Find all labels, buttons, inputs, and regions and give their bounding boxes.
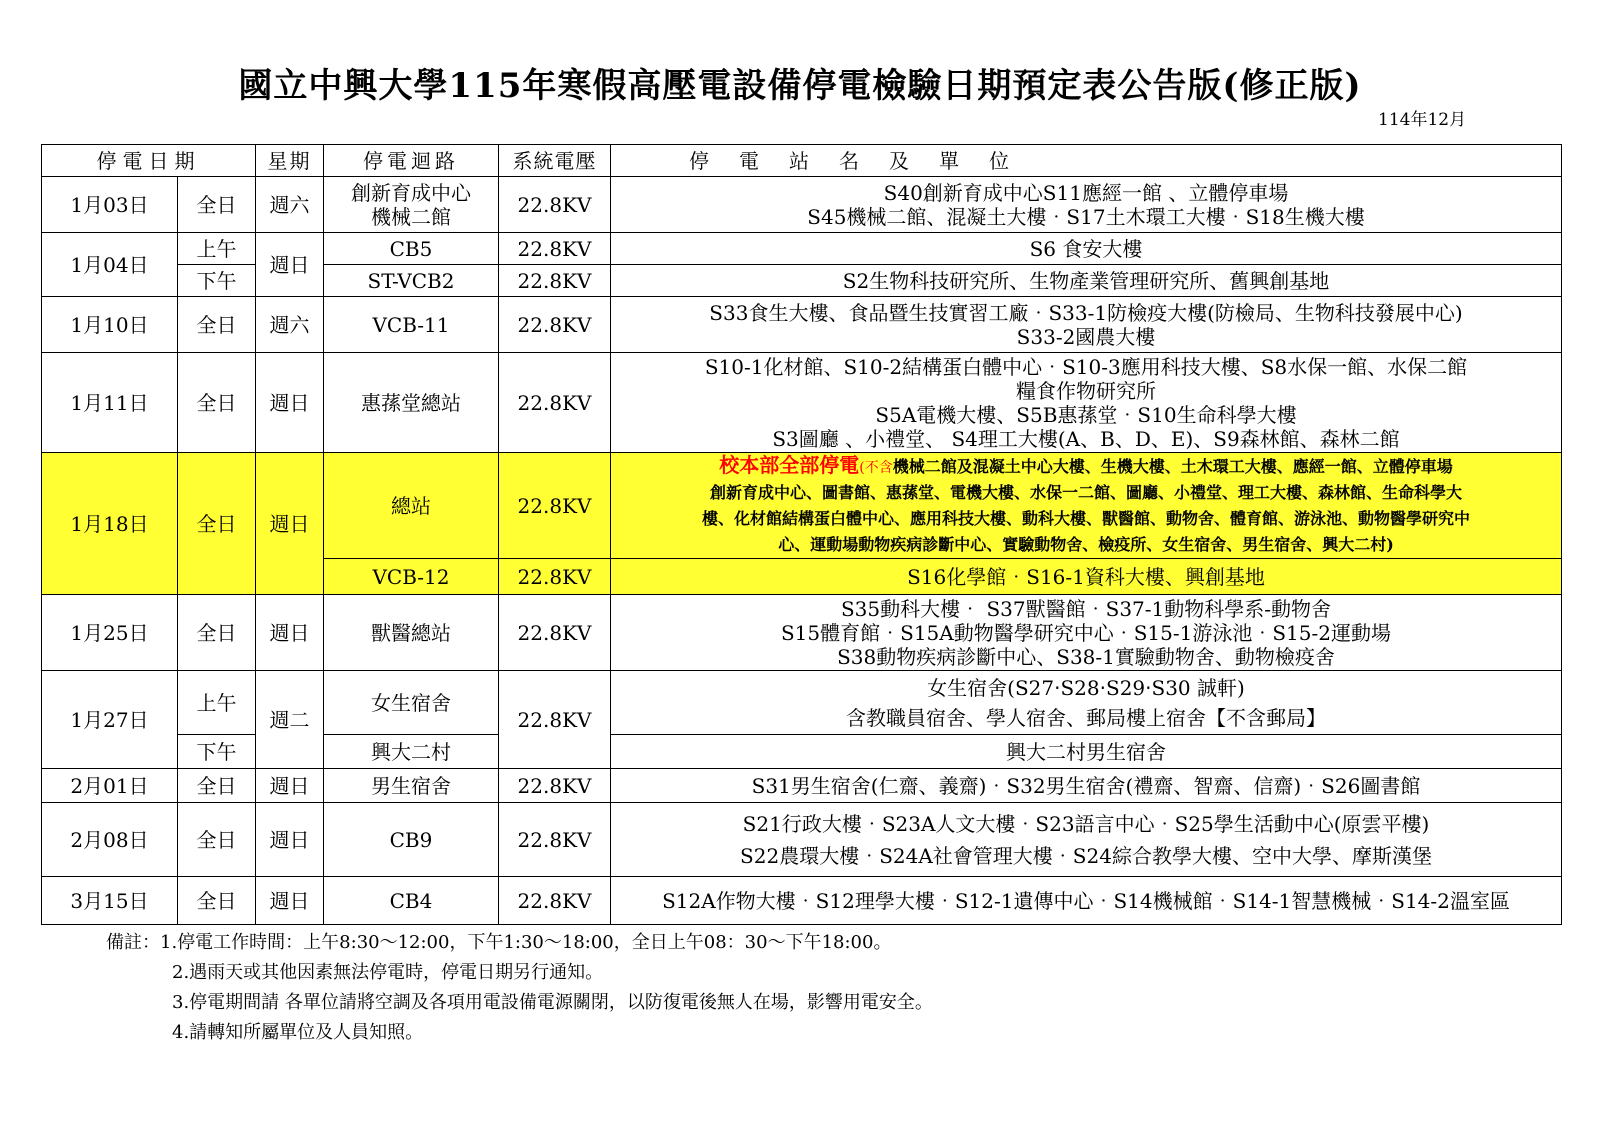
page-title: 國立中興大學115年寒假高壓電設備停電檢驗日期預定表公告版(修正版) bbox=[238, 66, 1362, 106]
weekday-cell: 週日 bbox=[256, 353, 324, 453]
exclusion-prefix: (不含 bbox=[859, 460, 893, 476]
period-cell: 全日 bbox=[178, 177, 256, 233]
circuit-cell: VCB-11 bbox=[324, 297, 499, 353]
station-line: S33食生大樓、食品暨生技實習工廠‧S33-1防檢疫大樓(防檢局、生物科技發展中心) bbox=[709, 300, 1463, 325]
circuit-cell bbox=[324, 177, 499, 233]
weekday-cell: 週六 bbox=[256, 297, 324, 353]
station-line: 女生宿舍(S27‧S28‧S29‧S30 誠軒) bbox=[927, 675, 1245, 700]
weekday-cell: 週六 bbox=[256, 177, 324, 233]
voltage-cell: 22.8KV bbox=[499, 297, 611, 353]
station-line: S33-2國農大樓 bbox=[1016, 324, 1156, 349]
period-cell: 全日 bbox=[178, 769, 256, 803]
stations-cell: S6 食安大樓 bbox=[611, 233, 1562, 265]
station-line: 糧食作物研究所 bbox=[1016, 378, 1156, 403]
period-cell: 全日 bbox=[178, 297, 256, 353]
period-cell: 全日 bbox=[178, 353, 256, 453]
stations-cell bbox=[611, 177, 1562, 233]
voltage-cell: 22.8KV bbox=[499, 671, 611, 769]
station-line: 心、運動場動物疾病診斷中心、實驗動物舍、檢疫所、女生宿舍、男生宿舍、興大二村) bbox=[778, 535, 1394, 554]
stations-cell bbox=[611, 353, 1562, 453]
station-line: S5A電機大樓、S5B惠蓀堂‧S10生命科學大樓 bbox=[875, 402, 1297, 427]
period-cell: 下午 bbox=[178, 265, 256, 297]
weekday-cell: 週日 bbox=[256, 595, 324, 671]
weekday-cell: 週日 bbox=[256, 877, 324, 925]
station-line: S3圖廳 、小禮堂、 S4理工大樓(A、B、D、E)、S9森林館、森林二館 bbox=[772, 426, 1400, 451]
header-weekday: 星期 bbox=[256, 145, 324, 177]
circuit-line: 機械二館 bbox=[371, 204, 451, 229]
table-row-highlight bbox=[42, 453, 1562, 559]
note-item: 備註：1.停電工作時間：上午8:30～12:00，下午1:30～18:00，全日上午08：30～下午18:00。 bbox=[106, 932, 892, 953]
note-item: 3.停電期間請 各單位請將空調及各項用電設備電源關閉，以防復電後無人在場，影響用電安全。 bbox=[172, 992, 933, 1013]
table-row bbox=[42, 877, 1562, 925]
date-cell: 2月08日 bbox=[42, 803, 178, 877]
station-text: 機械二館及混凝土中心大樓、生機大樓、土木環工大樓、應經一館、立體停車場 bbox=[892, 457, 1453, 476]
station-line: S22農環大樓‧S24A社會管理大樓‧S24綜合教學大樓、空中大學、摩斯漢堡 bbox=[740, 843, 1432, 868]
header-circuit: 停電迴路 bbox=[324, 145, 499, 177]
table-row bbox=[42, 803, 1562, 877]
weekday-cell: 週日 bbox=[256, 769, 324, 803]
voltage-cell: 22.8KV bbox=[499, 803, 611, 877]
voltage-cell: 22.8KV bbox=[499, 453, 611, 559]
date-cell: 1月25日 bbox=[42, 595, 178, 671]
table-row bbox=[42, 671, 1562, 735]
circuit-cell: 獸醫總站 bbox=[324, 595, 499, 671]
notes-section bbox=[106, 928, 933, 1048]
circuit-cell: 興大二村 bbox=[324, 735, 499, 769]
date-cell: 1月18日 bbox=[42, 453, 178, 595]
note-item: 2.遇雨天或其他因素無法停電時，停電日期另行通知。 bbox=[172, 962, 604, 983]
date-cell: 1月10日 bbox=[42, 297, 178, 353]
table-row bbox=[42, 297, 1562, 353]
circuit-cell: VCB-12 bbox=[324, 559, 499, 595]
date-cell: 2月01日 bbox=[42, 769, 178, 803]
date-cell: 1月04日 bbox=[42, 233, 178, 297]
header-voltage: 系統電壓 bbox=[499, 145, 611, 177]
stations-cell: S12A作物大樓‧S12理學大樓‧S12-1遺傳中心‧S14機械館‧S14-1智慧機械‧S14-2溫室區 bbox=[611, 877, 1562, 925]
station-line: 創新育成中心、圖書館、惠蓀堂、電機大樓、水保一二館、圖廳、小禮堂、理工大樓、森林館、生命科學大 bbox=[709, 483, 1462, 502]
full-outage-label: 校本部全部停電 bbox=[719, 453, 860, 477]
circuit-cell: CB9 bbox=[324, 803, 499, 877]
period-cell: 全日 bbox=[178, 453, 256, 595]
document-date: 114年12月 bbox=[1378, 110, 1467, 130]
period-cell: 全日 bbox=[178, 877, 256, 925]
station-line: 樓、化材館結構蛋白體中心、應用科技大樓、動科大樓、獸醫館、動物舍、體育館、游泳池、動物醫學研究中 bbox=[701, 509, 1470, 528]
station-line: S40創新育成中心S11應經一館 、立體停車場 bbox=[883, 180, 1289, 205]
stations-cell bbox=[611, 671, 1562, 735]
station-line bbox=[611, 453, 1561, 480]
station-line: S38動物疾病診斷中心、S38-1實驗動物舍、動物檢疫舍 bbox=[837, 644, 1335, 669]
voltage-cell: 22.8KV bbox=[499, 769, 611, 803]
date-cell: 1月11日 bbox=[42, 353, 178, 453]
table-row bbox=[42, 233, 1562, 265]
weekday-cell: 週日 bbox=[256, 803, 324, 877]
circuit-cell: CB5 bbox=[324, 233, 499, 265]
weekday-cell: 週日 bbox=[256, 453, 324, 595]
table-row bbox=[42, 353, 1562, 453]
voltage-cell: 22.8KV bbox=[499, 265, 611, 297]
voltage-cell: 22.8KV bbox=[499, 559, 611, 595]
date-cell: 1月27日 bbox=[42, 671, 178, 769]
table-row bbox=[42, 595, 1562, 671]
stations-cell bbox=[611, 595, 1562, 671]
voltage-cell: 22.8KV bbox=[499, 595, 611, 671]
station-line: S21行政大樓‧S23A人文大樓‧S23語言中心‧S25學生活動中心(原雲平樓) bbox=[742, 811, 1430, 836]
circuit-cell: 總站 bbox=[324, 453, 499, 559]
voltage-cell: 22.8KV bbox=[499, 353, 611, 453]
table-header-row bbox=[42, 145, 1562, 177]
period-cell: 上午 bbox=[178, 233, 256, 265]
outage-schedule-table bbox=[41, 144, 1562, 925]
table-row bbox=[42, 177, 1562, 233]
stations-cell: 興大二村男生宿舍 bbox=[611, 735, 1562, 769]
header-date: 停電日期 bbox=[42, 145, 256, 177]
stations-cell bbox=[611, 803, 1562, 877]
date-cell: 3月15日 bbox=[42, 877, 178, 925]
period-cell: 下午 bbox=[178, 735, 256, 769]
voltage-cell: 22.8KV bbox=[499, 177, 611, 233]
station-line: 含教職員宿舍、學人宿舍、郵局樓上宿舍【不含郵局】 bbox=[846, 705, 1326, 730]
stations-cell bbox=[611, 453, 1562, 559]
circuit-line: 創新育成中心 bbox=[351, 180, 471, 205]
circuit-cell: ST-VCB2 bbox=[324, 265, 499, 297]
stations-cell: S31男生宿舍(仁齋、義齋)‧S32男生宿舍(禮齋、智齋、信齋)‧S26圖書館 bbox=[611, 769, 1562, 803]
stations-cell: S2生物科技研究所、生物產業管理研究所、舊興創基地 bbox=[611, 265, 1562, 297]
circuit-cell: 女生宿舍 bbox=[324, 671, 499, 735]
circuit-cell: 男生宿舍 bbox=[324, 769, 499, 803]
circuit-cell: 惠蓀堂總站 bbox=[324, 353, 499, 453]
station-line: S15體育館‧S15A動物醫學研究中心‧S15-1游泳池‧S15-2運動場 bbox=[780, 620, 1391, 645]
voltage-cell: 22.8KV bbox=[499, 233, 611, 265]
date-cell: 1月03日 bbox=[42, 177, 178, 233]
stations-cell: S16化學館‧S16-1資科大樓、興創基地 bbox=[611, 559, 1562, 595]
period-cell: 全日 bbox=[178, 803, 256, 877]
circuit-cell: CB4 bbox=[324, 877, 499, 925]
voltage-cell: 22.8KV bbox=[499, 877, 611, 925]
station-line: S45機械二館、混凝土大樓‧S17土木環工大樓‧S18生機大樓 bbox=[807, 204, 1365, 229]
header-stations: 停電站名及單位 bbox=[611, 145, 1562, 177]
weekday-cell: 週日 bbox=[256, 233, 324, 297]
table-row bbox=[42, 769, 1562, 803]
note-item: 4.請轉知所屬單位及人員知照。 bbox=[172, 1022, 424, 1043]
station-line: S35動科大樓‧ S37獸醫館‧S37-1動物科學系-動物舍 bbox=[840, 596, 1332, 621]
weekday-cell: 週二 bbox=[256, 671, 324, 769]
period-cell: 上午 bbox=[178, 671, 256, 735]
period-cell: 全日 bbox=[178, 595, 256, 671]
station-line: S10-1化材館、S10-2結構蛋白體中心‧S10-3應用科技大樓、S8水保一館、水保二館 bbox=[704, 354, 1468, 379]
stations-cell bbox=[611, 297, 1562, 353]
